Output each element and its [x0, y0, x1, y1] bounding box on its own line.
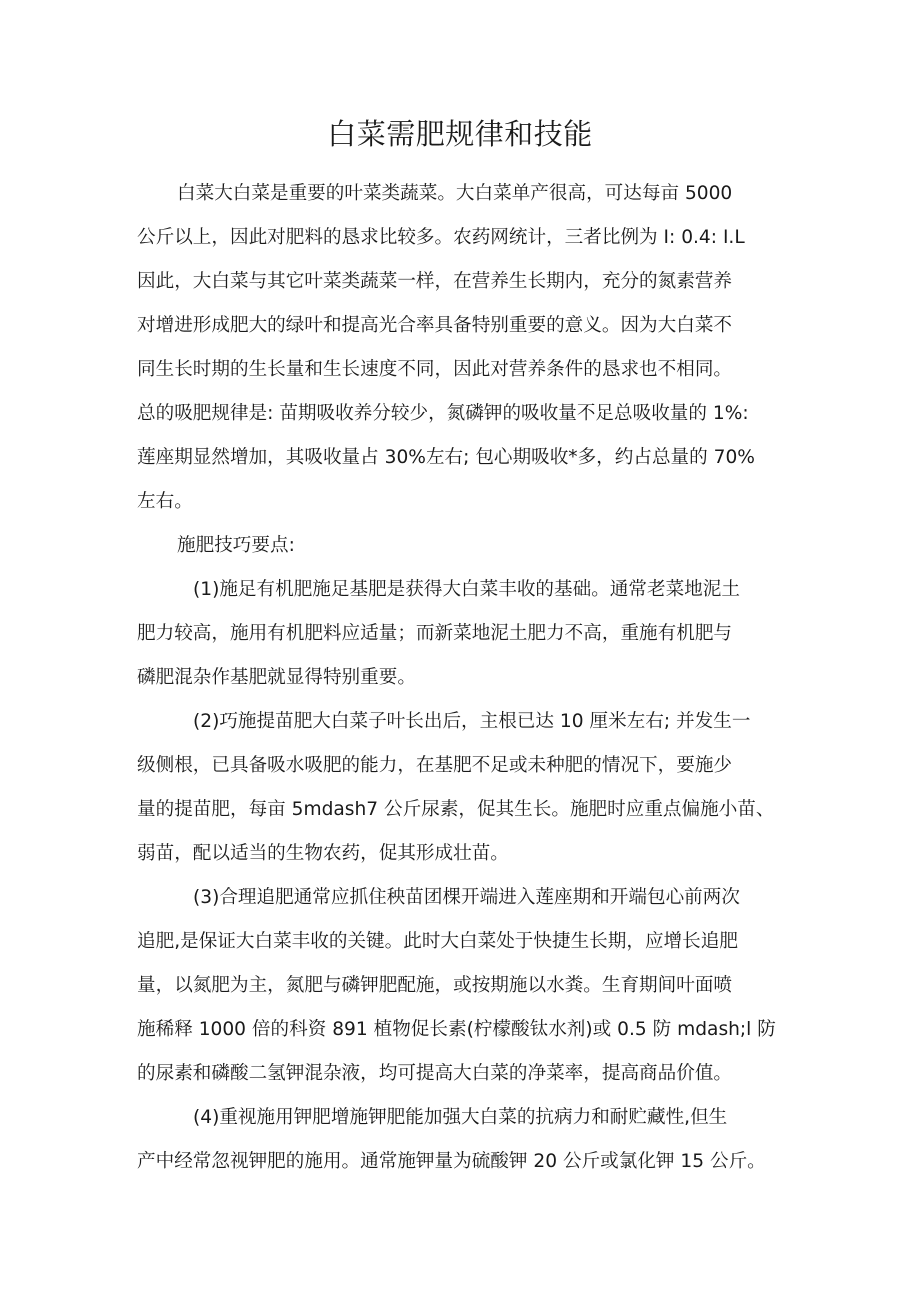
text-line: 肥力较高，施用有机肥料应适量；而新菜地泥土肥力不高，重施有机肥与 — [137, 623, 733, 644]
text-line: (1)施足有机肥施足基肥是获得大白菜丰收的基础。通常老菜地泥土 — [193, 579, 740, 600]
text-line: 产中经常忽视钾肥的施用。通常施钾量为硫酸钾 20 公斤或氯化钾 15 公斤。 — [137, 1151, 766, 1172]
text-line: 莲座期显然增加，其吸收量占 30%左右; 包心期吸收*多，约占总量的 70% — [137, 447, 755, 468]
text-line: (3)合理追肥通常应抓住秧苗团棵开端进入莲座期和开端包心前两次 — [193, 887, 740, 908]
text-line: 量，以氮肥为主，氮肥与磷钾肥配施，或按期施以水粪。生育期间叶面喷 — [137, 975, 733, 996]
text-line: 左右。 — [137, 491, 193, 512]
text-line: 对增进形成肥大的绿叶和提高光合率具备特别重要的意义。因为大白菜不 — [137, 315, 733, 336]
text-line: (4)重视施用钾肥增施钾肥能加强大白菜的抗病力和耐贮藏性,但生 — [193, 1107, 728, 1128]
document-body — [137, 172, 787, 1184]
text-line: 施稀释 1000 倍的科资 891 植物促长素(柠檬酸钛水剂)或 0.5 防 mdash;l 防 — [137, 1019, 776, 1040]
section-heading: 施肥技巧要点: — [177, 535, 295, 556]
text-line: 量的提苗肥，每亩 5mdash7 公斤尿素，促其生长。施肥时应重点偏施小苗、 — [137, 799, 775, 820]
text-line: 弱苗，配以适当的生物农药，促其形成壮苗。 — [137, 843, 509, 864]
text-line: 因此，大白菜与其它叶菜类蔬菜一样，在营养生长期内，充分的氮素营养 — [137, 271, 733, 292]
text-line: (2)巧施提苗肥大白菜子叶长出后，主根已达 10 厘米左右; 并发生一 — [193, 711, 751, 732]
text-line: 的尿素和磷酸二氢钾混杂液，均可提高大白菜的净菜率，提高商品价值。 — [137, 1063, 733, 1084]
text-line: 磷肥混杂作基肥就显得特别重要。 — [137, 667, 416, 688]
text-line: 同生长时期的生长量和生长速度不同，因此对营养条件的恳求也不相同。 — [137, 359, 733, 380]
document-title: 白菜需肥规律和技能 — [327, 117, 593, 151]
text-line: 总的吸肥规律是: 苗期吸收养分较少，氮磷钾的吸收量不足总吸收量的 1%: — [137, 403, 749, 424]
text-line: 级侧根，已具备吸水吸肥的能力，在基肥不足或未种肥的情况下，要施少 — [137, 755, 733, 776]
text-line: 追肥,是保证大白菜丰收的关键。此时大白菜处于快捷生长期，应增长追肥 — [137, 931, 738, 952]
text-line: 公斤以上，因此对肥料的恳求比较多。农药网统计，三者比例为 I: 0.4: I.L — [137, 227, 745, 248]
text-line: 白菜大白菜是重要的叶菜类蔬菜。大白菜单产很高，可达每亩 5000 — [177, 183, 733, 204]
